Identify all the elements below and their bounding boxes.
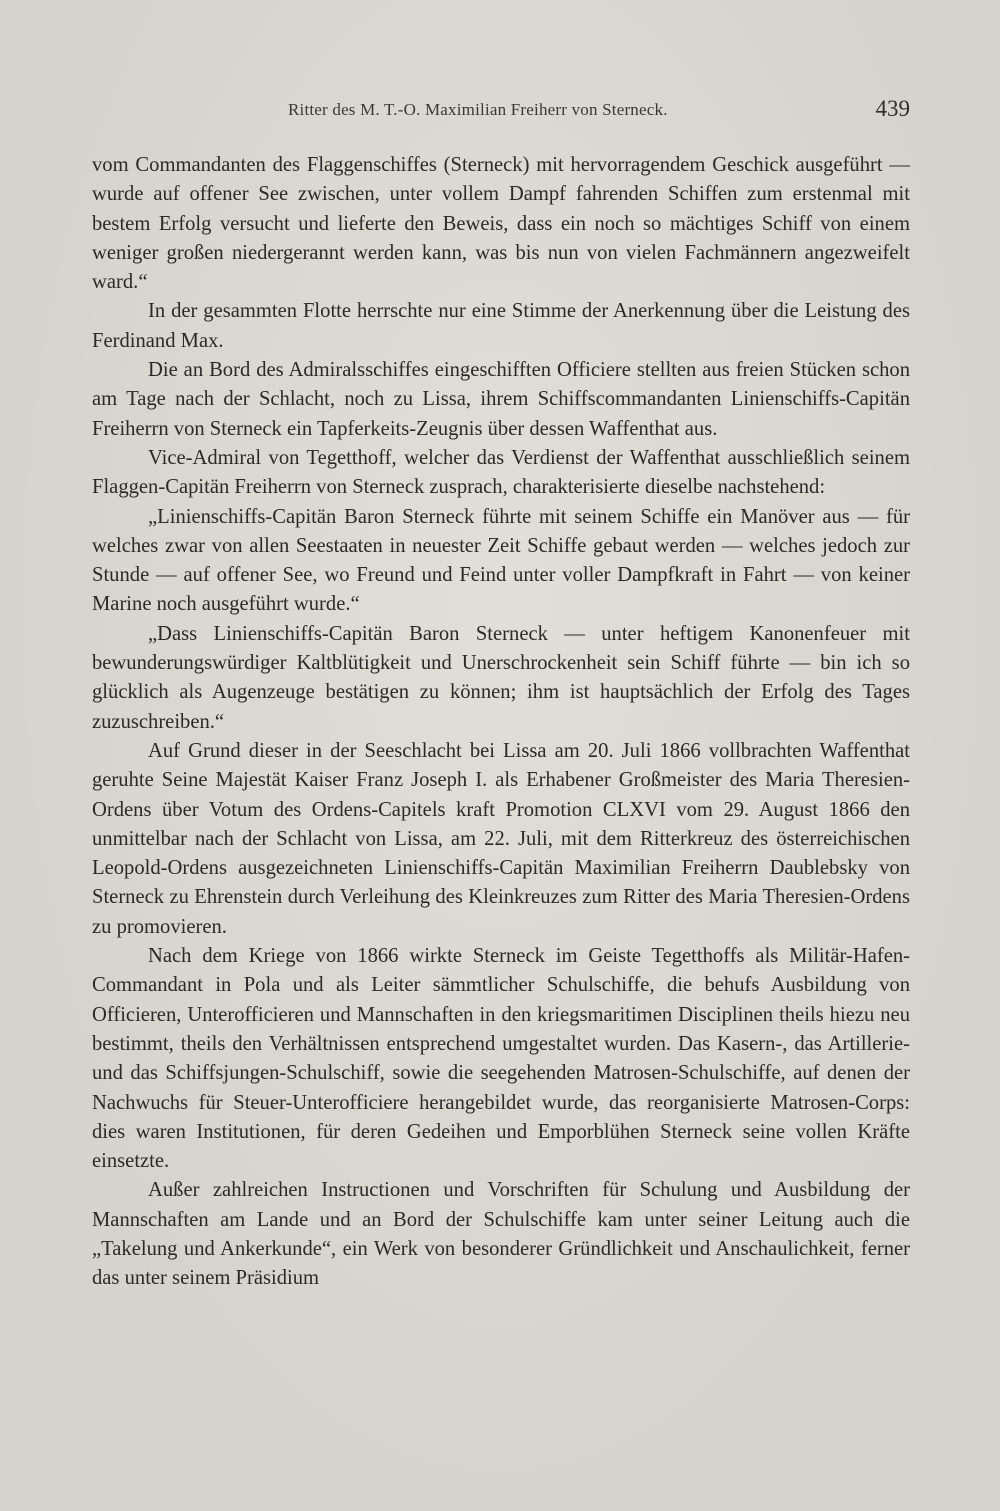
running-head: [92, 92, 910, 132]
paragraph: Auf Grund dieser in der Seeschlacht bei Lissa am 20. Juli 1866 vollbrachten Waffenthat geruhte Seine Majestät Kaiser Franz Joseph I. als Erhabener Großmeister des Maria Theresien-Ordens über Votum des Ordens-Capitels kraft Promotion CLXVI vom 29. August 1866 den unmittelbar nach der Schlacht von Lissa, am 22. Juli, mit dem Ritterkreuz des österreichischen Leopold-Ordens ausgezeichneten Linienschiffs-Capitän Maximilian Freiherrn Daublebsky von Sterneck zu Ehrenstein durch Verleihung des Kleinkreuzes zum Ritter des Maria Theresien-Ordens zu promovieren.: [92, 739, 910, 938]
body-text: [92, 151, 910, 1294]
paragraph: Nach dem Kriege von 1866 wirkte Sterneck im Geiste Tegetthoffs als Militär-Hafen-Commandant in Pola und als Leiter sämmtlicher Schulschiffe, die behufs Ausbildung von Officieren, Unterofficieren und Mannschaften in den kriegsmaritimen Disciplinen theils hiezu neu bestimmt, theils den Verhältnissen entsprechend umgestaltet wurden. Das Kasern-, das Artillerie- und das Schiffsjungen-Schulschiff, sowie die seegehenden Matrosen-Schulschiffe, auf denen der Nachwuchs für Steuer-Unterofficiere herangebildet wurde, das reorganisierte Matrosen-Corps: dies waren Institutionen, für deren Gedeihen und Emporblühen Sterneck seine vollen Kräfte einsetzte.: [92, 945, 910, 1173]
running-title: Ritter des M. T.-O. Maximilian Freiherr von Sterneck.: [288, 100, 668, 119]
quotation-paragraph: „Dass Linienschiffs-Capitän Baron Sterneck — unter heftigem Kanonenfeuer mit bewunderungswürdiger Kaltblütigkeit und Unerschrockenheit sein Schiff führte — bin ich so glücklich als Augenzeuge bestätigen zu können; ihm ist hauptsächlich der Erfolg des Tages zuzuschreiben.“: [92, 622, 910, 733]
paragraph: In der gesammten Flotte herrschte nur eine Stimme der Anerkennung über die Leistung des Ferdinand Max.: [92, 300, 910, 352]
quotation-paragraph: „Linienschiffs-Capitän Baron Sterneck führte mit seinem Schiffe ein Manöver aus — für welches zwar von allen Seestaaten in neuester Zeit Schiffe gebaut werden — welches jedoch zur Stunde — auf offener See, wo Freund und Feind unter voller Dampfkraft in Fahrt — von keiner Marine noch ausgeführt wurde.“: [92, 505, 910, 616]
page-number: 439: [875, 96, 910, 121]
paragraph: Vice-Admiral von Tegetthoff, welcher das Verdienst der Waffenthat ausschließlich seinem Flaggen-Capitän Freiherrn von Sterneck zusprach, charakterisierte dieselbe nachstehend:: [92, 446, 910, 499]
paragraph: Die an Bord des Admiralsschiffes eingeschifften Officiere stellten aus freien Stücken schon am Tage nach der Schlacht, noch zu Lissa, ihrem Schiffscommandanten Linienschiffs-Capitän Freiherrn von Sterneck ein Tapferkeits-Zeugnis über dessen Waffenthat aus.: [92, 359, 910, 440]
paragraph: Außer zahlreichen Instructionen und Vorschriften für Schulung und Ausbildung der Mannschaften am Lande und an Bord der Schulschiffe kam unter seiner Leitung auch die „Takelung und Ankerkunde“, ein Werk von besonderer Gründlichkeit und Anschaulichkeit, ferner das unter seinem Präsidium: [92, 1179, 910, 1290]
paragraph: vom Commandanten des Flaggenschiffes (Sterneck) mit hervorragendem Geschick ausgeführt — wurde auf offener See zwischen, unter vollem Dampf fahrenden Schiffen zum erstenmal mit bestem Erfolg versucht und lieferte den Beweis, dass ein noch so mächtiges Schiff von einem weniger großen niedergerannt werden kann, was bis nun von vielen Fachmännern angezweifelt ward.“: [92, 154, 910, 294]
